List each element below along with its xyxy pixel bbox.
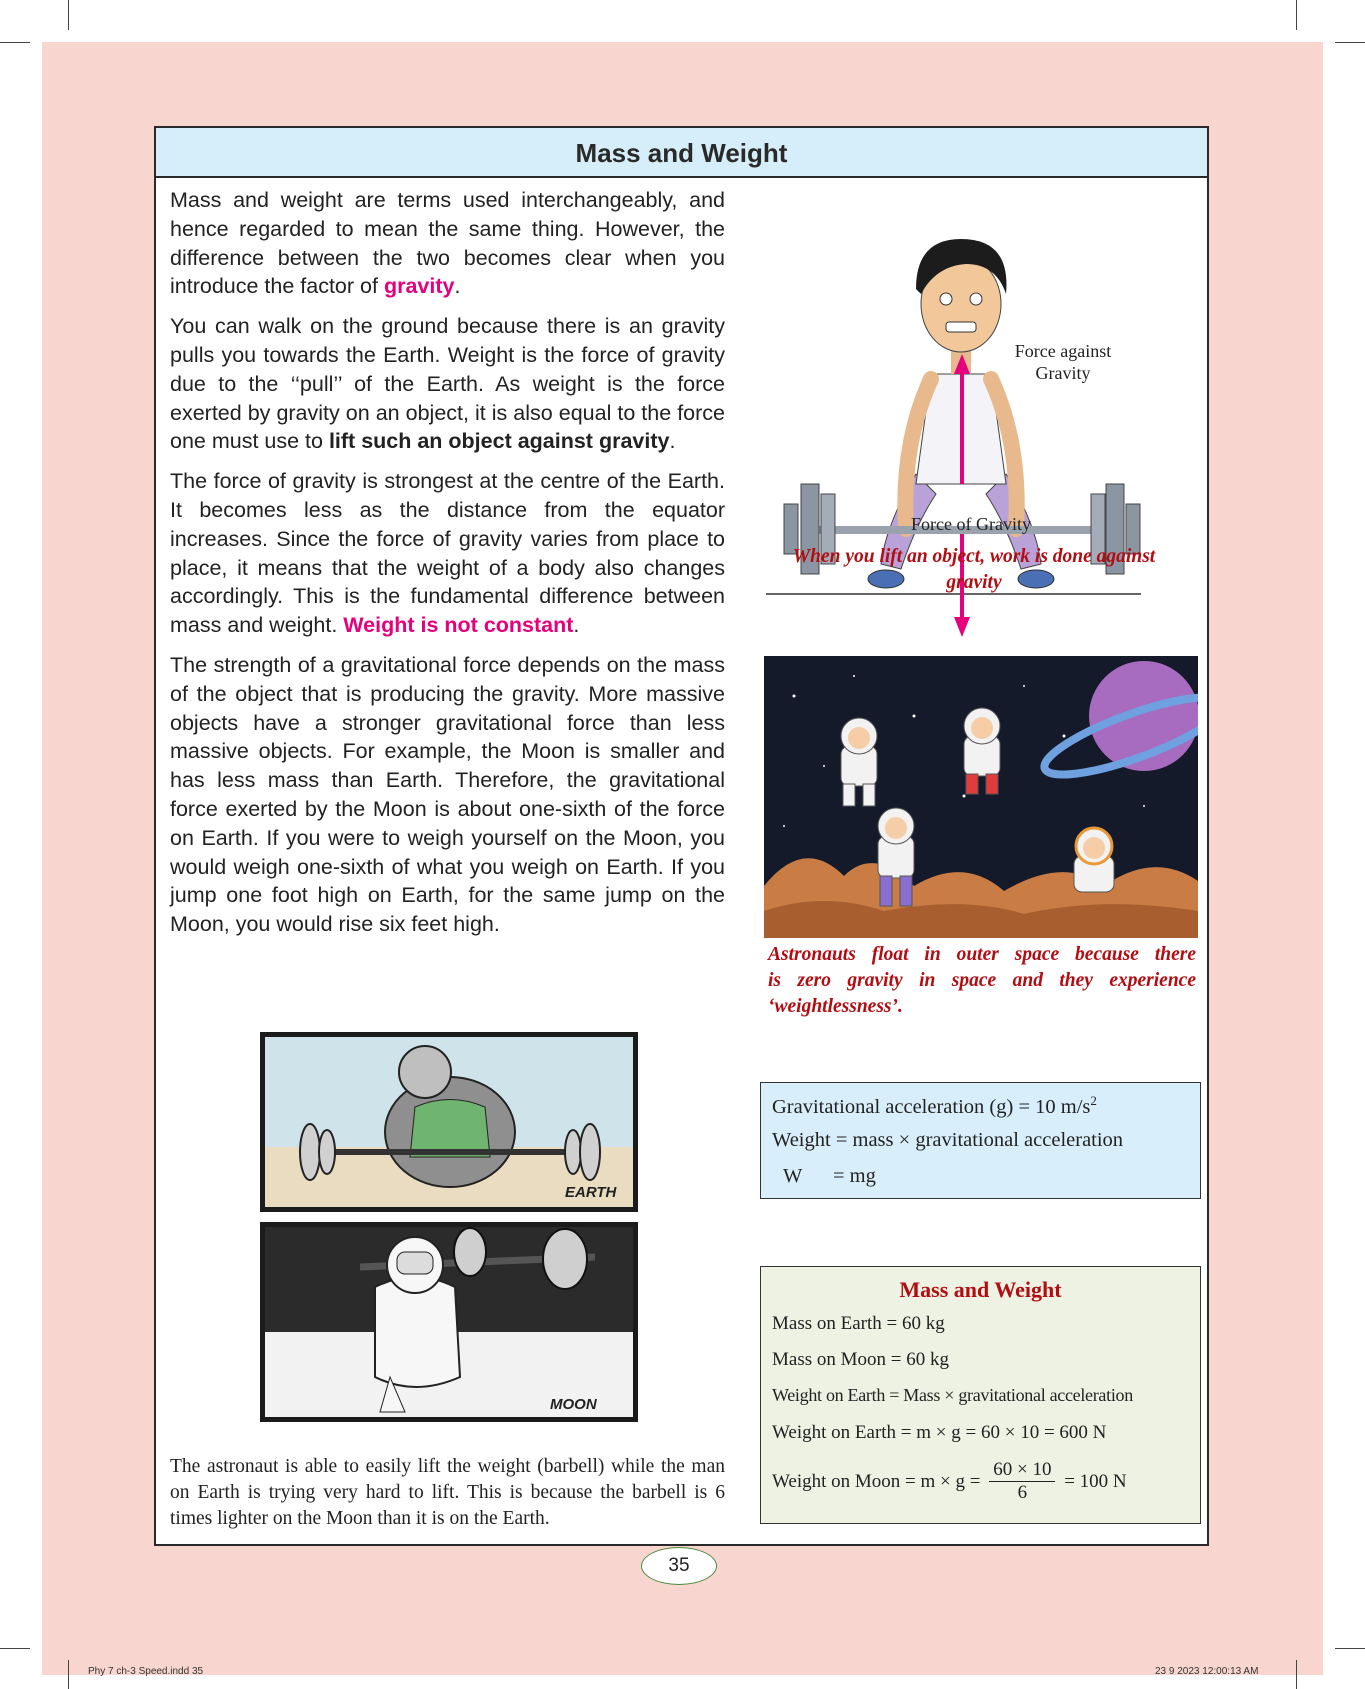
earth-label: EARTH [565, 1184, 617, 1201]
moon-cartoon [260, 1222, 638, 1422]
highlight-weight-not-constant: Weight is not constant [343, 613, 574, 638]
text-run: Mass and weight are terms used interchangeably, and hence regarded to mean the same thing. However, the difference between the two becomes clear when you introduce the factor of [170, 188, 725, 299]
formula-superscript: 2 [1090, 1093, 1097, 1108]
weight-moon-line [772, 1459, 1127, 1504]
crop-mark [68, 1660, 69, 1689]
paragraph-2 [170, 312, 725, 456]
cartoon-caption: The astronaut is able to easily lift the weight (barbell) while the man on Earth is trying very hard to lift. This is because the barbell is 6 times lighter on the Moon than it is on the Earth. [170, 1456, 725, 1529]
moon-cartoon-drawing [265, 1227, 633, 1417]
crop-mark [1296, 1660, 1297, 1689]
text-run: The force of gravity is strongest at the centre of the Earth. It becomes less as the distance from the equator increases. Since the force of gravity varies from place to place, it means that the weight of a body also changes accordingly. This is the fundamental difference between mass and weight. [170, 469, 725, 638]
crop-mark [1335, 42, 1365, 43]
force-against-gravity-label [998, 340, 1128, 384]
label-line: Force against [1014, 341, 1112, 361]
bold-phrase: lift such an object against gravity [328, 429, 670, 454]
astronauts-space-illustration [764, 656, 1198, 938]
caption-line: Astronauts float in outer space because there [768, 944, 1196, 965]
formula-text: Weight on Moon = m × g = [772, 1470, 981, 1492]
mass-moon-line: Mass on Moon = 60 kg [772, 1349, 949, 1370]
formula-line-1 [772, 1093, 1097, 1119]
crop-mark [1335, 1648, 1365, 1649]
crop-mark [0, 42, 30, 43]
fraction [989, 1459, 1055, 1504]
section-header [156, 128, 1207, 178]
formula-text: = mg [833, 1165, 876, 1187]
caption-line: gravity [946, 572, 1002, 593]
formula-line-2: Weight = mass × gravitational acceleration [772, 1129, 1124, 1151]
paragraph-1 [170, 186, 725, 301]
paragraph-3 [170, 467, 725, 640]
mass-earth-line: Mass on Earth = 60 kg [772, 1313, 945, 1334]
crop-mark [0, 1648, 30, 1649]
caption-line: When you lift an object, work is done against [792, 546, 1156, 567]
page-number: 35 [641, 1547, 717, 1585]
lifter-caption [768, 544, 1180, 596]
text-run: . [573, 613, 580, 638]
formula-line-3 [783, 1165, 876, 1188]
weight-earth-formula-line: Weight on Earth = Mass × gravitational acceleration [772, 1385, 1133, 1405]
crop-mark [68, 0, 69, 30]
crop-mark [1296, 0, 1297, 30]
label-line: Gravity [1035, 363, 1091, 383]
content-frame [154, 126, 1209, 1546]
paragraph-4: The strength of a gravitational force depends on the mass of the object that is producing the gravity. More massive objects have a stronger gravitational force than less massive objects. For example, the Moon is smaller and has less mass than Earth. Therefore, the gravitational force exerted by the Moon is about one-sixth of the force on Earth. If you were to weigh yourself on the Moon, you would weigh one-sixth of what you weigh on Earth. If you jump one foot high on Earth, for the same jump on the Moon, you would rise six feet high. [170, 652, 725, 937]
earth-cartoon [260, 1032, 638, 1212]
text-run: . [454, 274, 461, 299]
fraction-numerator: 60 × 10 [989, 1459, 1055, 1482]
caption-line: ‘weightlessness’. [768, 996, 903, 1017]
slug-left: Phy 7 ch-3 Speed.indd 35 [88, 1666, 204, 1677]
force-of-gravity-label: Force of Gravity [911, 514, 1031, 534]
formula-text: W [783, 1165, 803, 1187]
highlight-gravity: gravity [383, 274, 455, 299]
section-title: Mass and Weight [575, 138, 788, 168]
body-text [170, 186, 725, 950]
earth-cartoon-drawing [265, 1037, 633, 1207]
mass-weight-box-title: Mass and Weight [899, 1277, 1062, 1302]
caption-line: is zero gravity in space and they experience [768, 970, 1196, 991]
text-run: . [669, 429, 676, 454]
weight-earth-value-line: Weight on Earth = m × g = 60 × 10 = 600 N [772, 1422, 1107, 1443]
slug-right: 23 9 2023 12:00:13 AM [1155, 1666, 1259, 1677]
moon-label: MOON [550, 1396, 597, 1413]
formula-text: Gravitational acceleration (g) = 10 m/s [772, 1095, 1091, 1118]
formula-text: = 100 N [1064, 1470, 1127, 1492]
formula-box [760, 1082, 1201, 1199]
space-caption [768, 942, 1196, 1020]
text-run: You can walk on the ground because there is an gravity pulls you towards the Earth. Weight is the force of gravity due to the ‘‘pull’’ of the Earth. As weight is the force exerted by gravity on an object, it is also equal to the force one must use to [170, 314, 725, 454]
fraction-denominator: 6 [1017, 1482, 1028, 1503]
mass-weight-box [760, 1266, 1201, 1524]
